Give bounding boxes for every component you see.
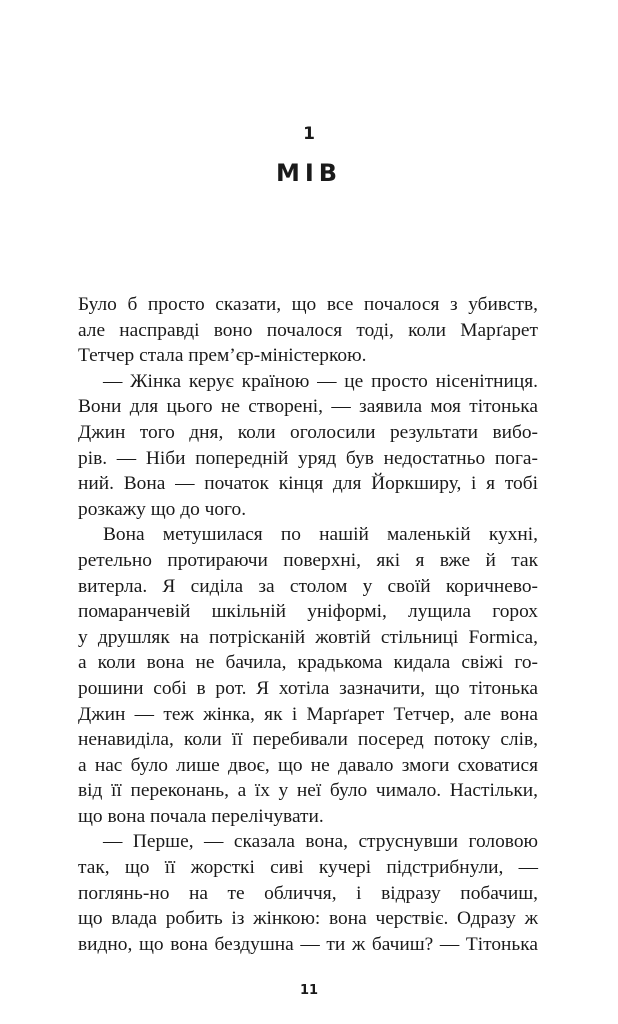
text-line: рів. — Ніби попередній уряд був недостатньо пога-: [78, 447, 538, 469]
text-line: помаранчевій шкільній уніформі, лущила горох: [78, 601, 538, 623]
text-line: витерла. Я сиділа за столом у своїй коричнево-: [78, 575, 538, 597]
text-line: ретельно протираючи поверхні, які я вже й так: [78, 549, 538, 571]
body-text: [78, 292, 538, 957]
text-line: — Перше, — сказала вона, струснувши головою: [103, 831, 538, 853]
chapter-title: МІВ: [275, 159, 343, 187]
text-line: Джин того дня, коли оголосили результати вибо-: [78, 421, 538, 443]
text-line: ний. Вона — початок кінця для Йоркширу, і я тобі: [78, 473, 538, 495]
text-line: що влада робить із жінкою: вона черствіє. Одразу ж: [78, 908, 538, 930]
text-line: Джин — теж жінка, як і Марґарет Тетчер, але вона: [78, 703, 538, 725]
text-line: Вона метушилася по нашій маленькій кухні,: [103, 524, 538, 546]
text-line: рошини собі в рот. Я хотіла зазначити, що тітонька: [78, 677, 538, 699]
chapter-number: 1: [303, 124, 315, 144]
text-line: від її переконань, а їх у неї було чимало. Настільки,: [78, 780, 538, 802]
text-line: Вони для цього не створені, — заявила моя тітонька: [78, 396, 538, 418]
text-line: Тетчер стала прем’єр-міністеркою.: [78, 345, 367, 367]
text-line: що вона почала перелічувати.: [78, 805, 324, 827]
paragraph: [78, 522, 538, 829]
text-line: поглянь-но на те обличчя, і відразу побачиш,: [78, 882, 538, 904]
text-line: ненавиділа, коли її перебивали посеред потоку слів,: [78, 729, 538, 751]
text-line: у друшляк на потрісканій жовтій стільниці Formica,: [78, 626, 538, 648]
text-line: але насправді воно почалося тоді, коли Марґарет: [78, 319, 538, 341]
paragraph: [78, 292, 538, 369]
text-line: розкажу що до чого.: [78, 498, 247, 520]
text-line: а нас було лише двоє, що не давало змоги сховатися: [78, 754, 538, 776]
text-line: Було б просто сказати, що все почалося з убивств,: [78, 294, 538, 315]
paragraph: [78, 369, 538, 523]
paragraph: [78, 829, 538, 957]
text-line: так, що її жорсткі сиві кучері підстрибнули, —: [78, 857, 538, 879]
text-line: — Жінка керує країною — це просто нісенітниця.: [103, 370, 538, 392]
text-line: видно, що вона бездушна — ти ж бачиш? — Тітонька: [78, 933, 538, 955]
page-number: 11: [299, 983, 319, 998]
text-line: а коли вона не бачила, крадькома кидала свіжі го-: [78, 652, 538, 674]
